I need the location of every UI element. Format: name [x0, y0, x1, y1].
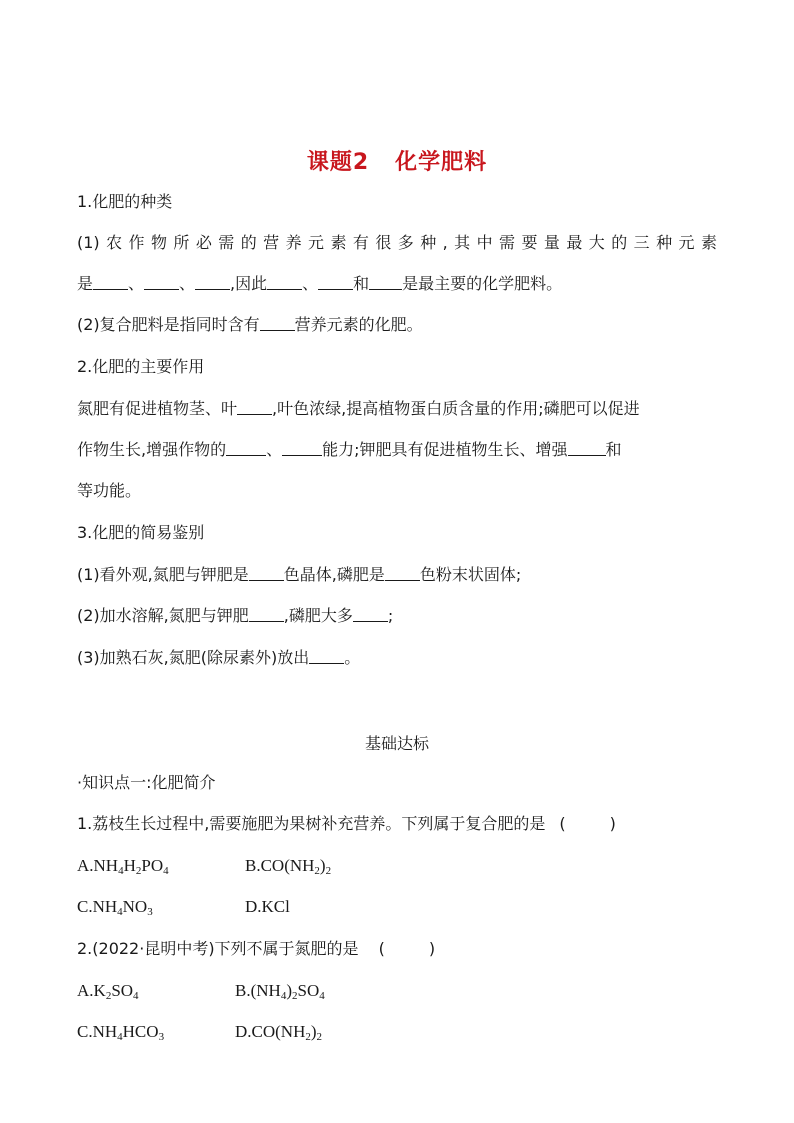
section-2-heading: 2.化肥的主要作用 — [77, 357, 205, 376]
s3-line1: (1)看外观,氮肥与钾肥是 色晶体,磷肥是 色粉末状固体; — [77, 565, 522, 584]
answer-blank[interactable] — [249, 606, 284, 622]
answer-blank[interactable] — [226, 440, 266, 456]
answer-blank[interactable] — [309, 648, 344, 664]
q1-option-d[interactable]: D.KCl — [245, 897, 290, 916]
s2-line2: 作物生长,增强作物的 、 能力;钾肥具有促进植物生长、增强 和 — [77, 440, 622, 459]
answer-blank[interactable] — [144, 274, 179, 290]
answer-blank[interactable] — [260, 315, 295, 331]
answer-blank[interactable] — [353, 606, 388, 622]
section-1-heading: 1.化肥的种类 — [77, 192, 173, 211]
q2-option-d[interactable]: $D.CO(NH_2)_2$ — [235, 1022, 323, 1043]
answer-blank[interactable] — [195, 274, 230, 290]
q2-option-a[interactable]: $A.K_2SO_4$ — [77, 981, 139, 1002]
question-1-options-row2 — [77, 896, 717, 918]
question-1-stem: 1.荔枝生长过程中,需要施肥为果树补充营养。下列属于复合肥的是 ( ) — [77, 814, 616, 833]
question-2-options-row1 — [77, 980, 717, 1002]
answer-blank[interactable] — [369, 274, 402, 290]
answer-blank[interactable] — [385, 565, 420, 581]
answer-blank[interactable] — [318, 274, 353, 290]
question-2-options-row2 — [77, 1021, 717, 1043]
s3-line2: (2)加水溶解,氮肥与钾肥 ,磷肥大多 ; — [77, 606, 394, 625]
s1-q1-line2: 是 、 、 ,因此 、 和 是最主要的化学肥料。 — [77, 274, 563, 293]
q2-option-c[interactable]: $C.NH_4HCO_3$ — [77, 1022, 165, 1043]
s1-q1-line1: (1)农作物所必需的营养元素有很多种,其中需要量最大的三种元素 — [77, 233, 717, 252]
answer-blank[interactable] — [93, 274, 128, 290]
knowledge-point-1: ·知识点一:化肥简介 — [77, 773, 216, 792]
answer-blank[interactable] — [237, 399, 272, 415]
s3-line3: (3)加熟石灰,氮肥(除尿素外)放出 。 — [77, 648, 361, 667]
question-2-stem: 2.(2022·昆明中考)下列不属于氮肥的是 ( ) — [77, 939, 436, 958]
title-lesson-number: 课题2 — [306, 150, 370, 175]
question-1-options-row1 — [77, 855, 717, 877]
q1-option-c[interactable]: $C.NH_4NO_3$ — [77, 897, 153, 918]
q1-option-a[interactable]: $A.NH_4H_2PO_4$ — [77, 856, 169, 877]
page-title — [0, 145, 794, 176]
answer-blank[interactable] — [267, 274, 302, 290]
answer-blank[interactable] — [568, 440, 606, 456]
s2-line1: 氮肥有促进植物茎、叶 ,叶色浓绿,提高植物蛋白质含量的作用;磷肥可以促进 — [77, 399, 640, 418]
q2-option-b[interactable]: $B.(NH_4)_2SO_4$ — [235, 981, 325, 1002]
answer-blank[interactable] — [249, 565, 284, 581]
s2-line3: 等功能。 — [77, 481, 142, 500]
practice-heading: 基础达标 — [364, 734, 429, 753]
s1-q2-line: (2)复合肥料是指同时含有 营养元素的化肥。 — [77, 315, 423, 334]
title-lesson-name: 化学肥料 — [395, 150, 488, 175]
answer-blank[interactable] — [282, 440, 322, 456]
q1-option-b[interactable]: $B.CO(NH_2)_2$ — [245, 856, 332, 877]
section-3-heading: 3.化肥的简易鉴别 — [77, 523, 205, 542]
